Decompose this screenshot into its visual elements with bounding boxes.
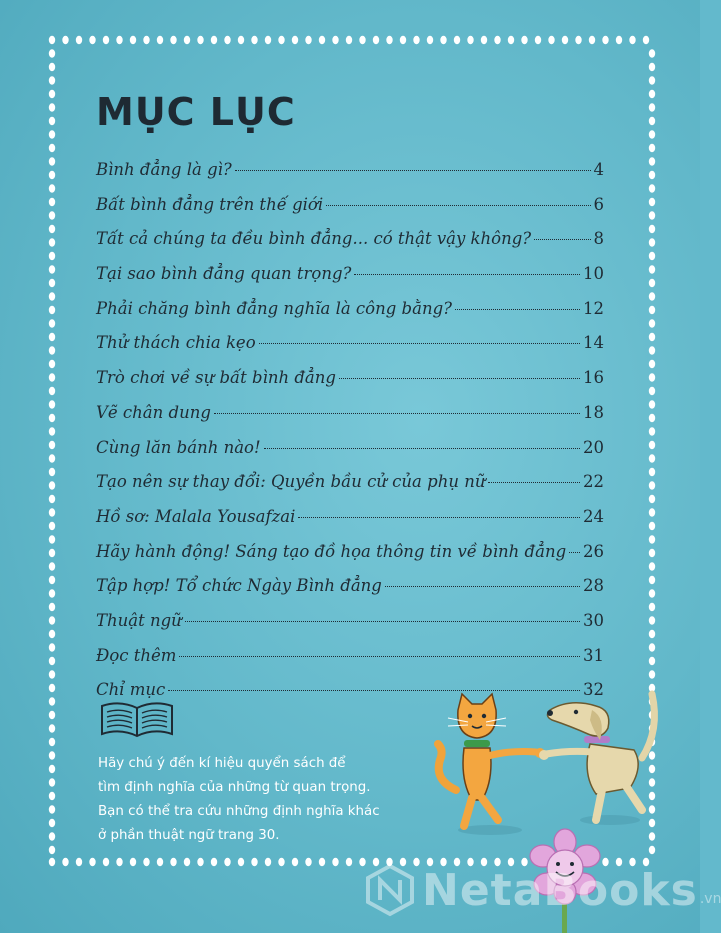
toc-entry-page: 6 <box>593 194 604 214</box>
toc-entry <box>96 403 604 438</box>
toc-entry <box>96 576 604 611</box>
dot-leader <box>298 517 580 518</box>
toc-entry <box>96 368 604 403</box>
dot-leader <box>264 448 580 449</box>
toc-entry-page: 16 <box>583 368 604 388</box>
toc-entry-page: 10 <box>583 264 604 284</box>
toc-entry-page: 18 <box>583 402 604 422</box>
dot-leader <box>259 343 580 344</box>
toc-entry-title: Thuật ngữ <box>96 610 182 630</box>
watermark <box>364 864 721 916</box>
toc-entry <box>96 160 604 195</box>
toc-entry-page: 12 <box>583 298 604 318</box>
toc-entry-page: 14 <box>583 333 604 353</box>
toc-entry-title: Chỉ mục <box>96 680 166 700</box>
watermark-name: NetaBooks <box>422 864 698 916</box>
dot-leader <box>326 205 590 206</box>
toc-entry <box>96 472 604 507</box>
page-title: MỤC LỤC <box>96 90 296 134</box>
toc-entry-title: Tập hợp! Tổ chức Ngày Bình đẳng <box>96 576 382 596</box>
toc-entry <box>96 507 604 542</box>
toc-entry-title: Tạo nên sự thay đổi: Quyền bầu cử của phụ nữ <box>96 472 486 492</box>
toc-entry-title: Cùng lăn bánh nào! <box>96 437 261 457</box>
dot-leader <box>385 586 580 587</box>
toc-entry-page: 31 <box>583 645 604 665</box>
dot-leader <box>235 170 591 171</box>
dot-leader <box>569 552 580 553</box>
dot-leader <box>214 413 580 414</box>
cat-and-dog-illustration <box>420 670 680 840</box>
toc-entry-title: Tại sao bình đẳng quan trọng? <box>96 264 352 284</box>
toc-entry <box>96 438 604 473</box>
definition-note <box>98 752 438 848</box>
toc-entry <box>96 333 604 368</box>
toc-entry <box>96 195 604 230</box>
toc-entry-page: 24 <box>583 506 604 526</box>
toc-entry-page: 4 <box>593 160 604 179</box>
toc-entry <box>96 264 604 299</box>
table-of-contents <box>96 160 604 715</box>
toc-entry-page: 26 <box>583 541 604 561</box>
toc-entry-page: 28 <box>583 576 604 596</box>
toc-entry-title: Hãy hành động! Sáng tạo đồ họa thông tin về bình đẳng <box>96 541 567 561</box>
open-book-icon <box>98 700 176 740</box>
dot-leader <box>534 239 590 240</box>
dot-leader <box>339 378 580 379</box>
watermark-suffix: .vn <box>699 891 721 907</box>
dot-leader <box>179 656 580 657</box>
dot-leader <box>488 482 580 483</box>
toc-entry-title: Bất bình đẳng trên thế giới <box>96 194 324 214</box>
toc-entry-title: Vẽ chân dung <box>96 402 211 422</box>
toc-entry-title: Tất cả chúng ta đều bình đẳng... có thật vậy không? <box>96 229 532 249</box>
toc-entry-title: Bình đẳng là gì? <box>96 160 232 179</box>
toc-entry-title: Thử thách chia kẹo <box>96 333 256 353</box>
toc-entry-page: 20 <box>583 437 604 457</box>
toc-entry <box>96 611 604 646</box>
toc-entry-title: Hồ sơ: Malala Yousafzai <box>96 506 296 526</box>
netabooks-logo-icon <box>364 864 416 916</box>
note-line: ở phần thuật ngữ trang 30. <box>98 828 280 843</box>
note-line: Bạn có thể tra cứu những định nghĩa khác <box>98 804 380 819</box>
dot-leader <box>354 274 580 275</box>
toc-entry-page: 8 <box>593 229 604 249</box>
dot-leader <box>455 309 580 310</box>
toc-entry-page: 32 <box>583 680 604 700</box>
note-line: tìm định nghĩa của những từ quan trọng. <box>98 780 371 795</box>
toc-entry <box>96 299 604 334</box>
toc-entry-page: 22 <box>583 472 604 492</box>
toc-entry-title: Đọc thêm <box>96 645 177 665</box>
toc-entry-title: Phải chăng bình đẳng nghĩa là công bằng? <box>96 298 452 318</box>
note-line: Hãy chú ý đến kí hiệu quyển sách để <box>98 756 346 771</box>
toc-entry <box>96 542 604 577</box>
toc-entry-title: Trò chơi về sự bất bình đẳng <box>96 368 336 388</box>
toc-entry-page: 30 <box>583 610 604 630</box>
toc-entry <box>96 229 604 264</box>
dot-leader <box>185 621 580 622</box>
